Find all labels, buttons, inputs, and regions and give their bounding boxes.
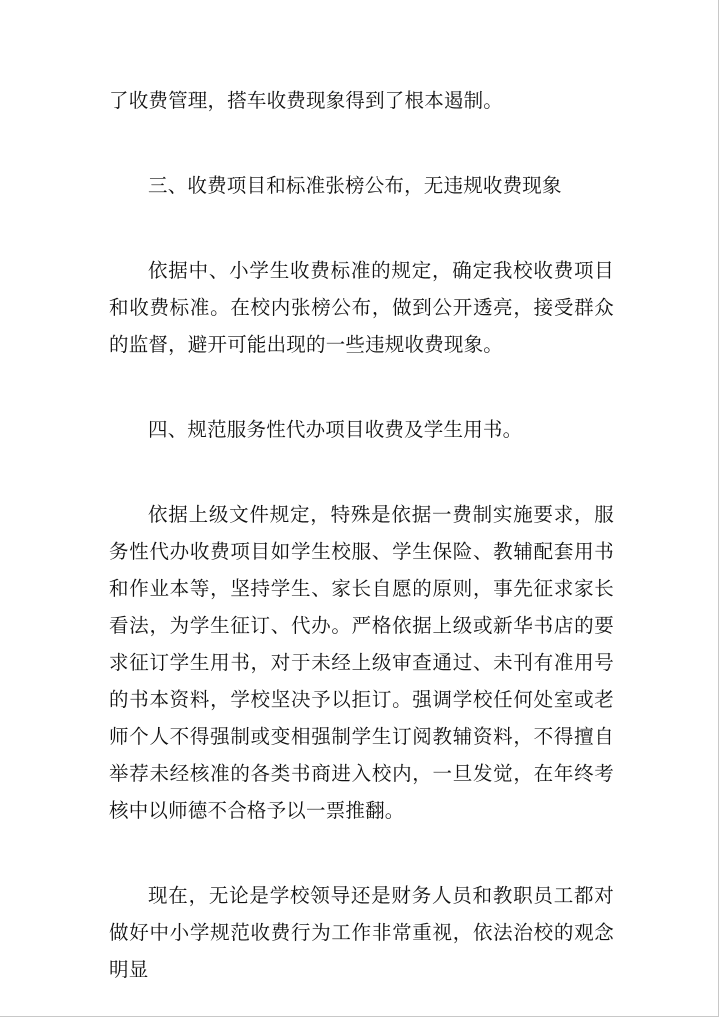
paragraph-fee-standards: 依据中、小学生收费标准的规定，确定我校收费项目和收费标准。在校内张榜公布，做到公开透亮，接受群众的监督，避开可能出现的一些违规收费现象。 (109, 259, 614, 356)
section-heading-3: 三、收费项目和标准张榜公布，无违规收费现象 (148, 174, 562, 197)
paragraph-continuation: 了收费管理，搭车收费现象得到了根本遏制。 (109, 89, 504, 112)
document-body (109, 82, 614, 988)
section-heading-4: 四、规范服务性代办项目收费及学生用书。 (148, 418, 523, 441)
paragraph-service-fees: 依据上级文件规定，特殊是依据一费制实施要求，服务性代办收费项目如学生校服、学生保险、教辅配套用书和作业本等，坚持学生、家长自愿的原则，事先征求家长看法，为学生征订、代办。严格依据上级或新华书店的要求征订学生用书，对于未经上级审查通过、未刊有准用号的书本资料，学校坚决予以拒订。强调学校任何处室或老师个人不得强制或变相强制学生订阅教辅资料，不得擅自举荐未经核准的各类书商进入校内，一旦发觉，在年终考核中以师德不合格予以一票推翻。 (109, 503, 614, 822)
paragraph-conclusion: 现在，无论是学校领导还是财务人员和教职员工都对做好中小学规范收费行为工作非常重视，依法治校的观念明显 (109, 884, 614, 981)
